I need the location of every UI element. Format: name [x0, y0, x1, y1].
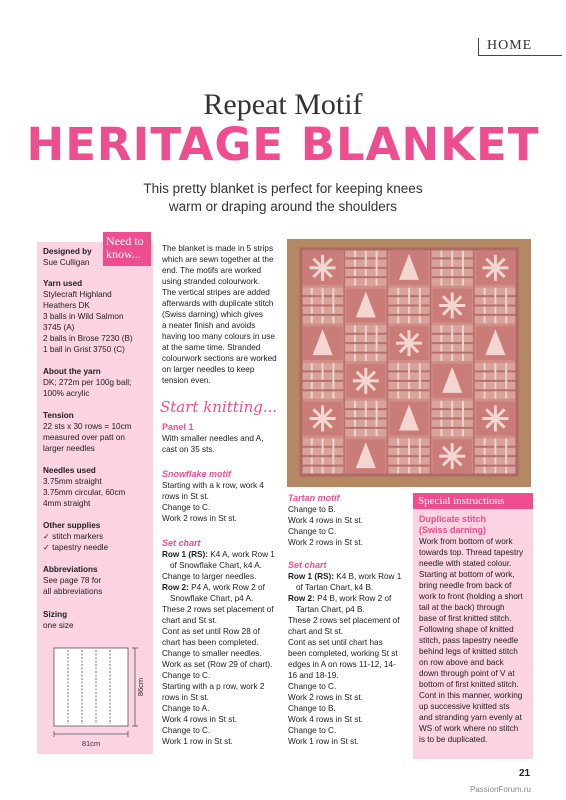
watermark: PassionForum.ru: [470, 785, 531, 794]
text-line: 4mm straight: [43, 499, 91, 508]
designer-block: Designed by Sue Culligan: [43, 247, 92, 267]
text-line: 22 sts x 30 rows = 10cm: [43, 422, 132, 431]
text-line: and stranding yarn evenly at: [419, 713, 522, 722]
text-line: measured over patt on: [43, 433, 125, 442]
text-lines: [43, 531, 108, 553]
text-line: (Swiss darning) which gives: [162, 310, 264, 319]
text-line: 3.75mm circular, 60cm: [43, 488, 126, 497]
text-lines: [43, 289, 133, 355]
text-line: Change to C.: [162, 503, 211, 512]
sizing-diagram: [37, 642, 153, 754]
text-line: The blanket is made in 5 strips: [162, 244, 274, 253]
text-line: rows in St st.: [162, 492, 209, 501]
needles-block: Needles used 3.75mm straight 3.75mm circular, 60cm 4mm straight: [43, 466, 126, 508]
text-line: behind legs of knitted stitch: [419, 647, 518, 656]
text-line: Work 4 rows in St st.: [288, 715, 363, 724]
text-lines: [288, 504, 410, 548]
section-label: HOME: [487, 38, 533, 53]
text-line: colourwork sections are worked: [162, 354, 277, 363]
text-lines: [43, 575, 102, 597]
intro-text: [162, 243, 284, 386]
text-line: bring needle from back of: [419, 581, 512, 590]
text-line: Cont as set until Row 28 of: [162, 627, 260, 636]
text-line: bottom of first knitted stitch.: [419, 680, 519, 689]
text-line: at the same time. Stranded: [162, 343, 261, 352]
text-line: 100% acrylic: [43, 389, 90, 398]
text-line: See page 78 for: [43, 576, 102, 585]
text-line: These 2 rows set placement of: [288, 616, 400, 625]
text-line: stitch, pass tapestry needle: [419, 636, 519, 645]
text-line: Work 2 rows in St st.: [288, 693, 363, 702]
text-line: rows in St st.: [162, 693, 209, 702]
text-line: 1 ball in Grist 3750 (C): [43, 345, 125, 354]
text-line: WS of work where no stitch: [419, 724, 519, 733]
text-line: Work from bottom of work: [419, 537, 513, 546]
text-line: 3.75mm straight: [43, 477, 102, 486]
text-lines: [288, 615, 412, 747]
text-line: on larger needles to keep: [162, 365, 255, 374]
tartan-section: Tartan motif Change to B. Work 4 rows in St st. Change to C. Work 2 rows in St st.: [288, 493, 410, 548]
text-line: chart has been completed.: [162, 638, 259, 647]
text-line: is to be duplicated.: [419, 735, 488, 744]
text-line: 2 balls in Brose 7230 (B): [43, 334, 133, 343]
text-line: Change to C.: [288, 726, 337, 735]
text-line: ✓ stitch markers: [43, 532, 104, 541]
text-line: 3 balls in Wild Salmon: [43, 312, 124, 321]
text-line: DK; 272m per 100g ball;: [43, 378, 132, 387]
text-line: Work 4 rows in St st.: [288, 516, 363, 525]
text-lines: [162, 243, 284, 386]
text-lines: [43, 421, 132, 454]
text-line: Starting with a k row, work 4: [162, 481, 264, 490]
text-line: work to front (holding a short: [419, 592, 523, 601]
supplies-block: Other supplies ✓ stitch markers ✓ tapestry needle: [43, 521, 109, 552]
width-label: 81cm: [81, 739, 101, 748]
text-line: With smaller needles and A,: [162, 434, 264, 443]
text-line: down through point of V at: [419, 669, 515, 678]
sizing-block: Sizing one size: [43, 610, 74, 630]
text-line: These 2 rows set placement of: [162, 605, 274, 614]
text-line: end. The motifs are worked: [162, 266, 262, 275]
text-line: Work 2 rows in St st.: [288, 538, 363, 547]
text-line: Work 1 row in St st.: [162, 737, 233, 746]
text-line: Change to A.: [162, 704, 210, 713]
text-line: Stylecraft Highland: [43, 290, 112, 299]
text-lines: [162, 480, 284, 524]
text-line: Work 2 rows in St st.: [162, 514, 237, 523]
snowflake-section: Snowflake motif Starting with a k row, work 4 rows in St st. Change to C. Work 2 rows in St st.: [162, 469, 284, 524]
text-line: Work 4 rows in St st.: [162, 715, 237, 724]
text-line: 3745 (A): [43, 323, 75, 332]
text-line: edges in A on rows 11-12, 14-: [288, 660, 396, 669]
article-title: HERITAGE BLANKET: [26, 118, 540, 171]
text-line: Change to smaller needles.: [162, 649, 262, 658]
standfirst: This pretty blanket is perfect for keeping knees warm or draping around the shoulders: [143, 181, 423, 214]
text-line: which are sewn together at the: [162, 255, 274, 264]
text-line: all abbreviations: [43, 587, 103, 596]
panel-section: Panel 1 With smaller needles and A, cast on 35 sts.: [162, 422, 284, 455]
text-line: Starting with a p row, work 2: [162, 682, 265, 691]
text-line: cast on 35 sts.: [162, 445, 215, 454]
text-line: Change to C.: [162, 671, 211, 680]
text-line: tension even.: [162, 376, 211, 385]
text-line: using stranded colourwork.: [162, 277, 260, 286]
text-line: up successive knitted sts: [419, 702, 510, 711]
text-line: needle with stated colour.: [419, 559, 512, 568]
yarn-block: Yarn used Stylecraft Highland Heathers DK 3 balls in Wild Salmon 3745 (A) 2 balls in Brose 7230 (B) 1 ball in Grist 3750 (C): [43, 279, 133, 354]
section-tag: [478, 38, 562, 56]
text-line: Change to C.: [162, 726, 211, 735]
text-line: Change to B.: [288, 704, 336, 713]
special-instructions-bar: Special instructions: [413, 493, 533, 509]
text-line: been completed, working St st: [288, 649, 398, 658]
height-label: 86cm: [136, 677, 145, 697]
tension-block: Tension 22 sts x 30 rows = 10cm measured over patt on larger needles: [43, 411, 132, 453]
text-line: tail at the back) through: [419, 603, 505, 612]
set-chart-section-1: Set chart Row 1 (RS): K4 A, work Row 1 of Snowflake Chart, k4 A. Change to larger needles. Row 2: P4 A, work Row 2 of Snowflake Chart, p4 A. These 2 rows set placement of chart and St st. Cont as set until Row 28 of chart has been completed. Change to smaller needles. Work as set (Row 29 of chart). Change to C. Starting with a p row, work 2 rows in St st. Change to A. Work 4 rows in St st. Change to C. Work 1 row in St st.: [162, 538, 286, 747]
text-line: having too many colours in use: [162, 332, 275, 341]
text-lines: [162, 433, 284, 455]
text-line: Heathers DK: [43, 301, 90, 310]
about-yarn-block: About the yarn DK; 272m per 100g ball; 100% acrylic: [43, 367, 132, 398]
article-kicker: Repeat Motif: [203, 88, 363, 121]
text-line: Starting at bottom of work,: [419, 570, 515, 579]
text-line: base of first knitted stitch.: [419, 614, 512, 623]
text-line: Work as set (Row 29 of chart).: [162, 660, 273, 669]
text-line: chart and St st.: [162, 616, 218, 625]
text-lines: [43, 377, 131, 399]
text-line: 16 and 18-19.: [288, 671, 339, 680]
text-line: on row above and back: [419, 658, 504, 667]
text-lines: [419, 536, 535, 745]
text-line: Following shape of knitted: [419, 625, 514, 634]
text-line: ✓ tapestry needle: [43, 543, 109, 552]
blanket-image: [287, 239, 531, 487]
start-knitting-heading: Start knitting...: [160, 398, 278, 416]
page-number: 21: [519, 768, 531, 779]
blanket-photo: [287, 239, 531, 487]
text-lines: [43, 476, 125, 509]
text-line: afterwards with duplicate stitch: [162, 299, 274, 308]
text-line: Work 1 row in St st.: [288, 737, 359, 746]
text-line: Cont as set until chart has: [288, 638, 383, 647]
blanket-outline: [54, 648, 128, 726]
text-line: larger needles: [43, 444, 95, 453]
text-line: Change to B.: [288, 505, 336, 514]
text-line: Cont in this manner, working: [419, 691, 523, 700]
text-line: Change to C.: [288, 682, 337, 691]
text-line: towards top. Thread tapestry: [419, 548, 524, 557]
text-line: Change to C.: [288, 527, 337, 536]
text-lines: [162, 604, 286, 747]
text-line: The vertical stripes are added: [162, 288, 270, 297]
set-chart-section-2: Set chart Row 1 (RS): K4 B, work Row 1 of Tartan Chart, k4 B. Row 2: P4 B, work Row 2 of Tartan Chart, p4 B. These 2 rows set placement of chart and St st. Cont as set until chart has been completed, working St st edges in A on rows 11-12, 14- 16 and 18-19. Change to C. Work 2 rows in St st. Change to B. Work 4 rows in St st. Change to C. Work 1 row in St st.: [288, 560, 412, 747]
abbreviations-block: Abbreviations See page 78 for all abbreviations: [43, 565, 103, 596]
text-line: a neater finish and avoids: [162, 321, 256, 330]
special-instructions-text: Duplicate stitch (Swiss darning) Work from bottom of work towards top. Thread tapestry needle with stated colour. Starting at bottom of work, bring needle from back of work to front (holding a short tail at the back) through base of first knitted stitch. Following shape of knitted stitch, pass tapestry needle behind legs of knitted stitch on row above and back down through point of V at bottom of first knitted stitch. Cont in this manner, working up successive knitted sts and stranding yarn evenly at WS of work where no stitch is to be duplicated.: [419, 514, 535, 745]
text-line: chart and St st.: [288, 627, 344, 636]
need-to-know-tab: Need to know...: [103, 232, 151, 266]
